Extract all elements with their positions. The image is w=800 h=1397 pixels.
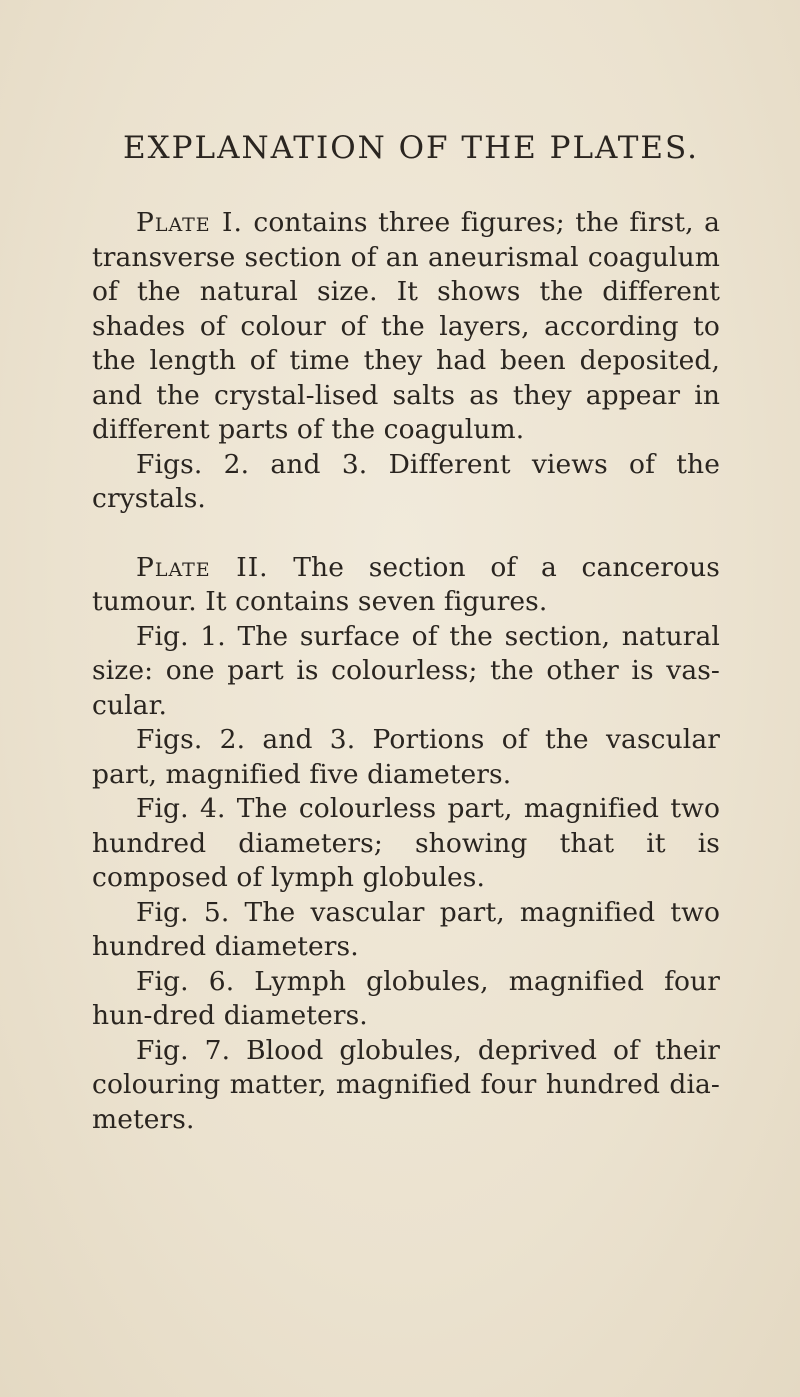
plate-2-section <box>92 551 720 1138</box>
plate-1-section <box>92 206 720 517</box>
plate-2-figs-2-3: Figs. 2. and 3. Portions of the vascular part, magnified five diameters. <box>92 724 720 790</box>
page-title: EXPLANATION OF THE PLATES. <box>122 130 700 166</box>
plate-1-label: Plate I. <box>136 207 243 238</box>
plate-2-fig-7: Fig. 7. Blood globules, deprived of their colouring matter, magnified four hundred dia-meters. <box>92 1034 720 1135</box>
plate-2-fig-6: Fig. 6. Lymph globules, magnified four hun-dred diameters. <box>92 965 720 1031</box>
plate-2-description <box>92 551 720 620</box>
plate-2-fig-5: Fig. 5. The vascular part, magnified two hundred diameters. <box>92 896 720 962</box>
plate-1-description <box>92 206 720 448</box>
plate-1-figs: Figs. 2. and 3. Different views of the crystals. <box>92 448 720 514</box>
plate-2-fig-4: Fig. 4. The colourless part, magnified two hundred diameters; showing that it is composed of lymph globules. <box>92 793 720 893</box>
plate-2-text: The section of a cancerous tumour. It contains seven figures. <box>92 551 720 617</box>
plate-2-fig-1: Fig. 1. The surface of the section, natural size: one part is colourless; the other is vas-cular. <box>92 620 720 721</box>
plate-2-label: Plate II. <box>136 551 269 583</box>
plate-1-text: contains three figures; the first, a transverse section of an aneurismal coagulum of the natural size. It shows the different shades of colour of the layers, according to the length of time they had been deposited, and the crystal-lised salts as they appear in different parts of the coagulum. <box>92 207 720 445</box>
